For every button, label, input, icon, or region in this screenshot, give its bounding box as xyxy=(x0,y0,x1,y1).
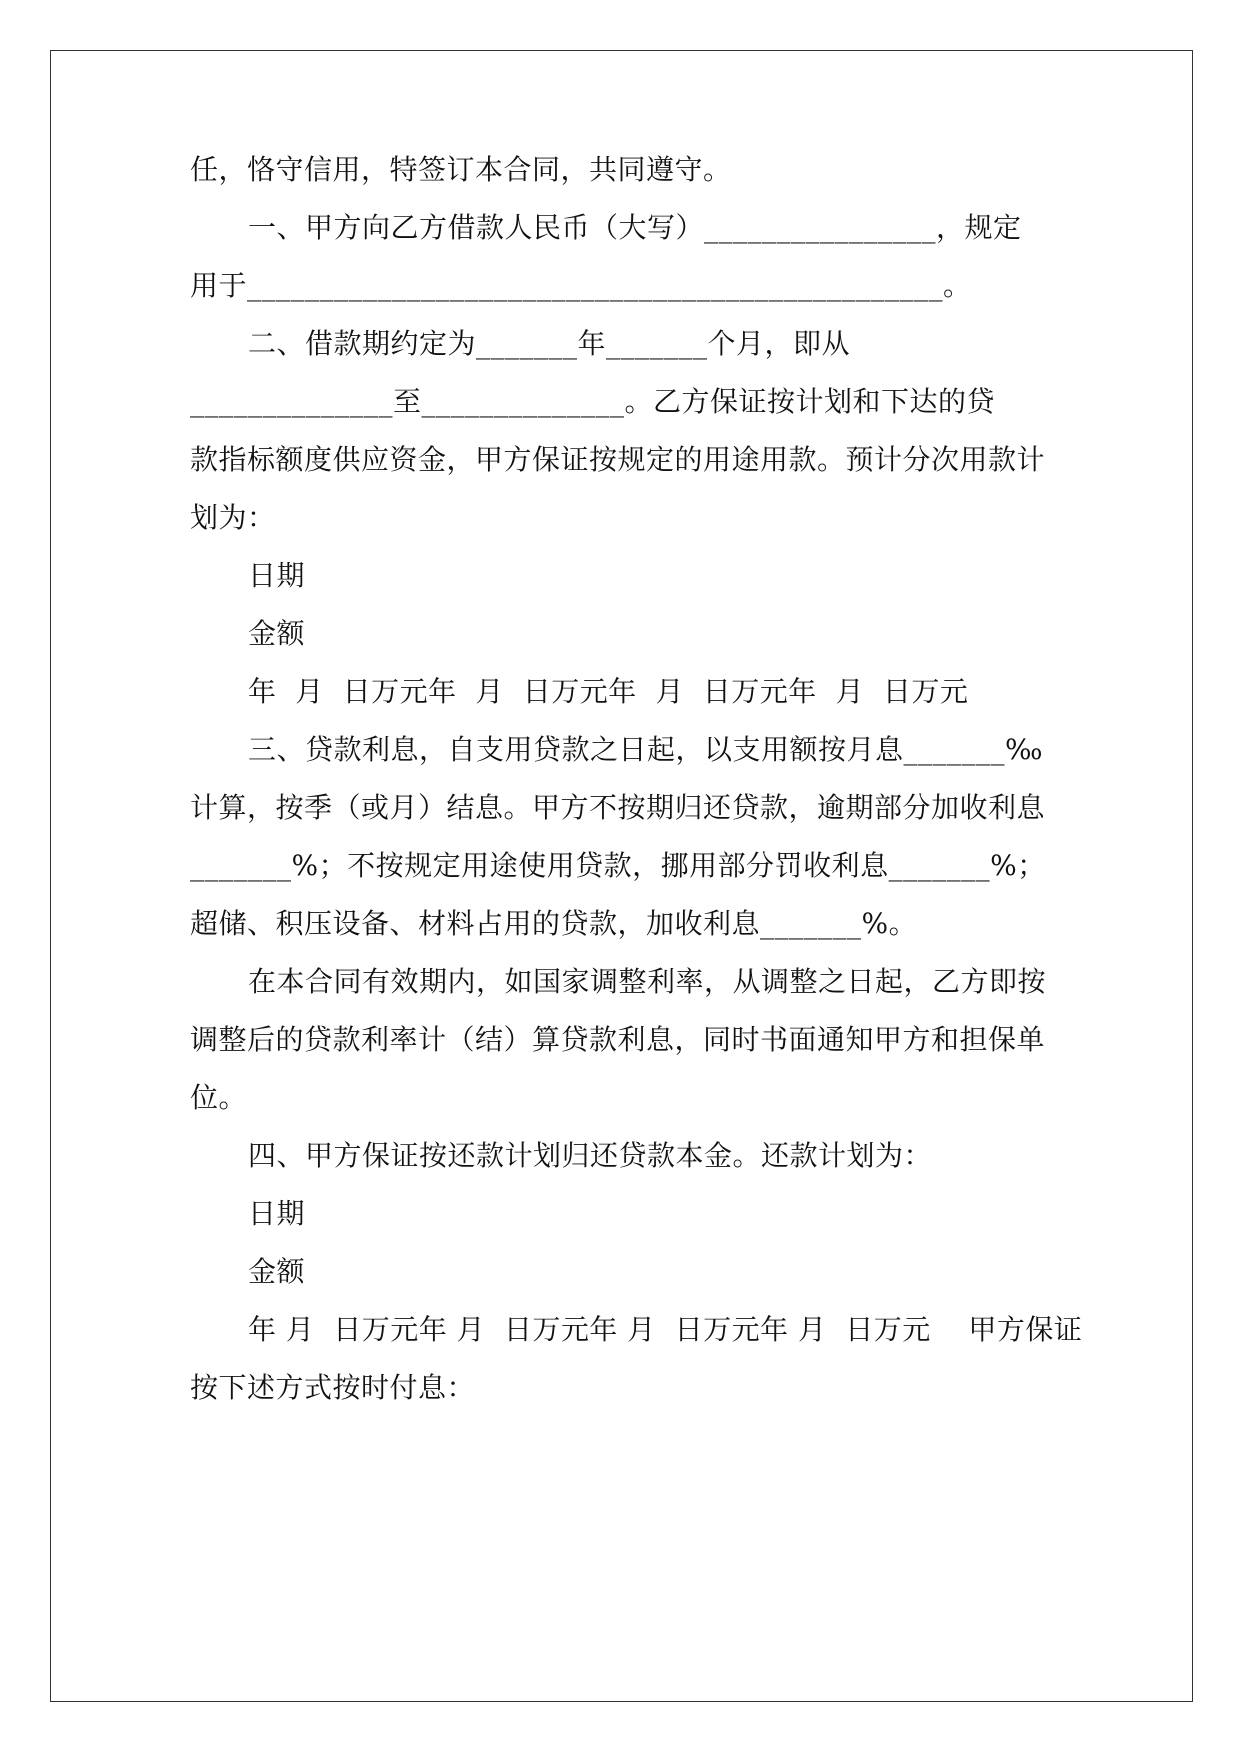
schedule-line: 年 月 日万元年 月 日万元年 月 日万元年 月 日万元 甲方保证 xyxy=(248,1313,1083,1346)
schedule-line: 年 月 日万元年 月 日万元年 月 日万元年 月 日万元 xyxy=(248,675,969,708)
text-line: 调整后的贷款利率计（结）算贷款利息，同时书面通知甲方和担保单 xyxy=(190,1023,1046,1056)
clause-1-line: 一、甲方向乙方借款人民币（大写）________________，规定 xyxy=(248,211,1022,244)
text-line: 任，恪守信用，特签订本合同，共同遵守。 xyxy=(190,153,732,186)
clause-3-line: 三、贷款利息，自支用贷款之日起，以支用额按月息_______‰ xyxy=(248,733,1044,766)
text-line: 款指标额度供应资金，甲方保证按规定的用途用款。预计分次用款计 xyxy=(190,443,1046,476)
text-line: 位。 xyxy=(190,1081,248,1114)
date-label: 日期 xyxy=(248,559,306,592)
date-label: 日期 xyxy=(248,1197,306,1230)
text-line: 按下述方式按时付息： xyxy=(190,1371,476,1404)
text-line: 划为： xyxy=(190,501,276,534)
clause-4-line: 四、甲方保证按还款计划归还贷款本金。还款计划为： xyxy=(248,1139,933,1172)
amount-label: 金额 xyxy=(248,1255,306,1288)
text-line: 计算，按季（或月）结息。甲方不按期归还贷款，逾期部分加收利息 xyxy=(190,791,1046,824)
text-line: 超储、积压设备、材料占用的贷款，加收利息_______%。 xyxy=(190,907,918,940)
text-line: 用于________________________________________________。 xyxy=(190,269,972,302)
text-line: _______%；不按规定用途使用贷款，挪用部分罚收利息_______%； xyxy=(190,849,1046,882)
clause-2-line: 二、借款期约定为_______年_______个月，即从 xyxy=(248,327,851,360)
text-line: ______________至______________。乙方保证按计划和下达的贷 xyxy=(190,385,996,418)
amount-label: 金额 xyxy=(248,617,306,650)
paragraph-line: 在本合同有效期内，如国家调整利率，从调整之日起，乙方即按 xyxy=(248,965,1047,998)
